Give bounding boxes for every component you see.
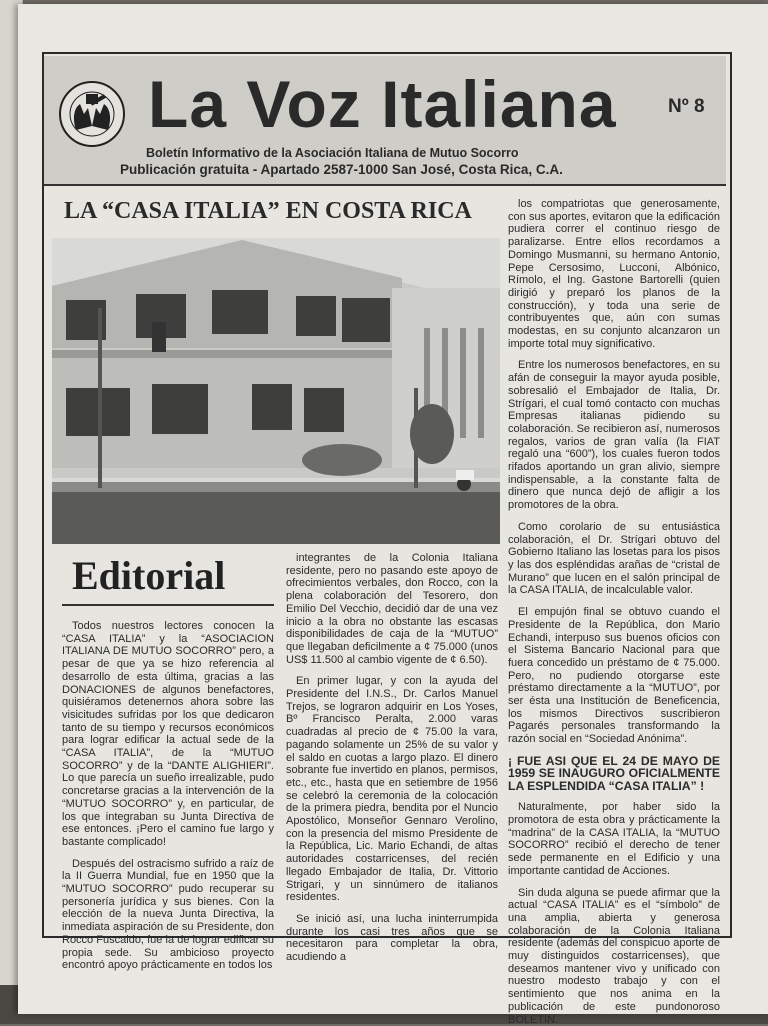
newsletter-title: La Voz Italiana <box>148 67 617 141</box>
paragraph: integrantes de la Colonia Italiana residente, pero no pasando este apoyo de ofrecimientos verbales, don Rocco, con la plena colaboración del Tesorero, don Emilio Del Vecchio, decidió dar de una vez inicio a la obra no obstante las escasas disponibilidades de caja de la “MUTUO” que llegaban deficilmente a ¢ 75.000 (unos US$ 11.500 al cambio vigente de ¢ 6.50). <box>286 552 498 666</box>
paragraph: Naturalmente, por haber sido la promotora de esta obra y prácticamente la “madrina” de la CASA ITALIA, la “MUTUO SOCORRO” recibió el derecho de tener sede permanente en el Edificio y una importante cantidad de Acciones. <box>508 801 720 877</box>
issue-number: Nº 8 <box>668 96 705 117</box>
article-headline: LA “CASA ITALIA” EN COSTA RICA <box>64 198 472 224</box>
editorial-rule <box>62 604 274 606</box>
newsletter-subtitle: Boletín Informativo de la Asociación Italiana de Mutuo Socorro <box>146 146 519 160</box>
paragraph: Entre los numerosos benefactores, en su afán de conseguir la mayor ayuda posible, sobresalió el Embajador de Italia, Dr. Strígari, el cual tomó contacto con muchas Empresas italianas pidiendo su colaboración. Se recibieron así, numerosos regalos, varios de gran valía (la FIAT regaló una “600”), los cuales fueron todos rifados aportando un gran alivio, siempre indispensable, a la constante falta de dinero que nunca dejó de afligir a los promotores de la obra. <box>508 359 720 512</box>
editorial-column-1 <box>62 620 274 972</box>
editorial-column-2 <box>286 552 498 964</box>
paragraph: Todos nuestros lectores conocen la “CASA ITALIA” y la “ASOCIACION ITALIANA DE MUTUO SOCORRO” pero, a pesar de que ya se hizo referencia al desarrollo de esta última, gracias a las DONACIONES de algunos benefactores, quisiéramos detenernos ahora sobre las visicitudes sufridas por los que dedicaron tanto de su tiempo y recursos económicos para lograr edificar la actual sede de la “CASA ITALIA”, de la “MUTUO SOCORRO” y de la “DANTE ALIGHIERI”. Lo que parecía un sueño irrealizable, pudo concretarse gracias a la intervención de la “MUTUO SOCORRO” y, en particular, de los que integraban su Junta Directiva de ese entonces. ¡Pero el camino fue largo y bastante complicado! <box>62 620 274 848</box>
society-logo-icon <box>58 78 126 154</box>
paragraph: los compatriotas que generosamente, con sus aportes, evitaron que la edificación pudiera correr el continuo riesgo de paralizarse. Entre ellos recordamos a Domingo Musmanni, su hermano Antonio, Pepe Cersosimo, Lucconi, Albónico, Rímolo, el Ing. Gastone Bartorelli (quien dirigió y preparó los planos de la construcción), y toda una serie de contribuyentes que, aún con sumas modestas, en su conjunto alcanzaron un importe total muy significativo. <box>508 198 720 350</box>
building-photo <box>52 238 500 544</box>
publication-address: Publicación gratuita - Apartado 2587-1000 San José, Costa Rica, C.A. <box>120 162 563 177</box>
inauguration-callout: ¡ FUE ASI QUE EL 24 DE MAYO DE 1959 SE INAUGURO OFICIALMENTE LA ESPLENDIDA “CASA ITALIA” ! <box>508 753 720 793</box>
editorial-column-3 <box>508 198 720 1026</box>
paragraph: En primer lugar, y con la ayuda del Presidente del I.N.S., Dr. Carlos Manuel Trejos, se lograron adquirir en Los Yoses, Bº Francisco Peralta, 2.000 varas cuadradas al precio de ¢ 75.00 la vara, pagando solamente un 25% de su valor y el saldo en cuotas a largo plazo. El dinero sobrante fue invertido en planos, permisos, etc., etc., hasta que en setiembre de 1956 se celebró la ceremonia de la colocación de la primera piedra, bendita por el Nuncio Apostólico, Monseñor Gennaro Verolino, con la presencia del mismo Presidente de la República, Lic. Mario Echandi, de altas autoridades costarricenses, del recién llegado Embajador de Italia, Dr. Vittorio Strigari, y un sinnúmero de italianos residentes. <box>286 675 498 904</box>
paragraph: El empujón final se obtuvo cuando el Presidente de la República, don Mario Echandi, interpuso sus buenos oficios con el Sistema Bancario Nacional para que fuera concedido un préstamo de ¢ 75.000. Pero, no pudiendo otorgarse este préstamo directamente a la “MUTUO”, por ser ésta una Institución de Beneficencia, los mismos Directivos suscribieron Pagarés personales transformando la razón social en “Sociedad Anónima”. <box>508 606 720 746</box>
paragraph: Después del ostracismo sufrido a raíz de la II Guerra Mundial, fue en 1950 que la “MUTUO SOCORRO” pudo recuperar su personería jurídica y sus bienes. Con la elección de la nueva Junta Directiva, la inmediata aspiración de su Presidente, don Rocco Fuscaldo, fue la de lograr edificar su propia sede. Su ambicioso proyecto encontró apoyo prácticamente en todos los <box>62 857 274 972</box>
paragraph: Sin duda alguna se puede afirmar que la actual “CASA ITALIA” es el “símbolo” de una amplia, abierta y generosa colaboración de la Colonia Italiana residente (además del conspicuo aporte de muy distinguidos costarricenses), que deseamos mantener vivo y unificado con nuestro modesto trabajo y con el sentimiento que nos anima en la publicación de este pundonoroso BOLETIN. <box>508 886 720 1026</box>
paragraph: Se inició así, una lucha ininterrumpida durante los casi tres años que se necesitaron para completar la obra, acudiendo a <box>286 912 498 964</box>
editorial-heading: Editorial <box>72 553 226 598</box>
paragraph: Como corolario de su entusiástica colaboración, el Dr. Strígari obtuvo del Gobierno Italiano las losetas para los pisos y las dos espléndidas arañas de “cristal de Murano” que lucen en el salón principal de la CASA ITALIA, de incalculable valor. <box>508 520 720 597</box>
